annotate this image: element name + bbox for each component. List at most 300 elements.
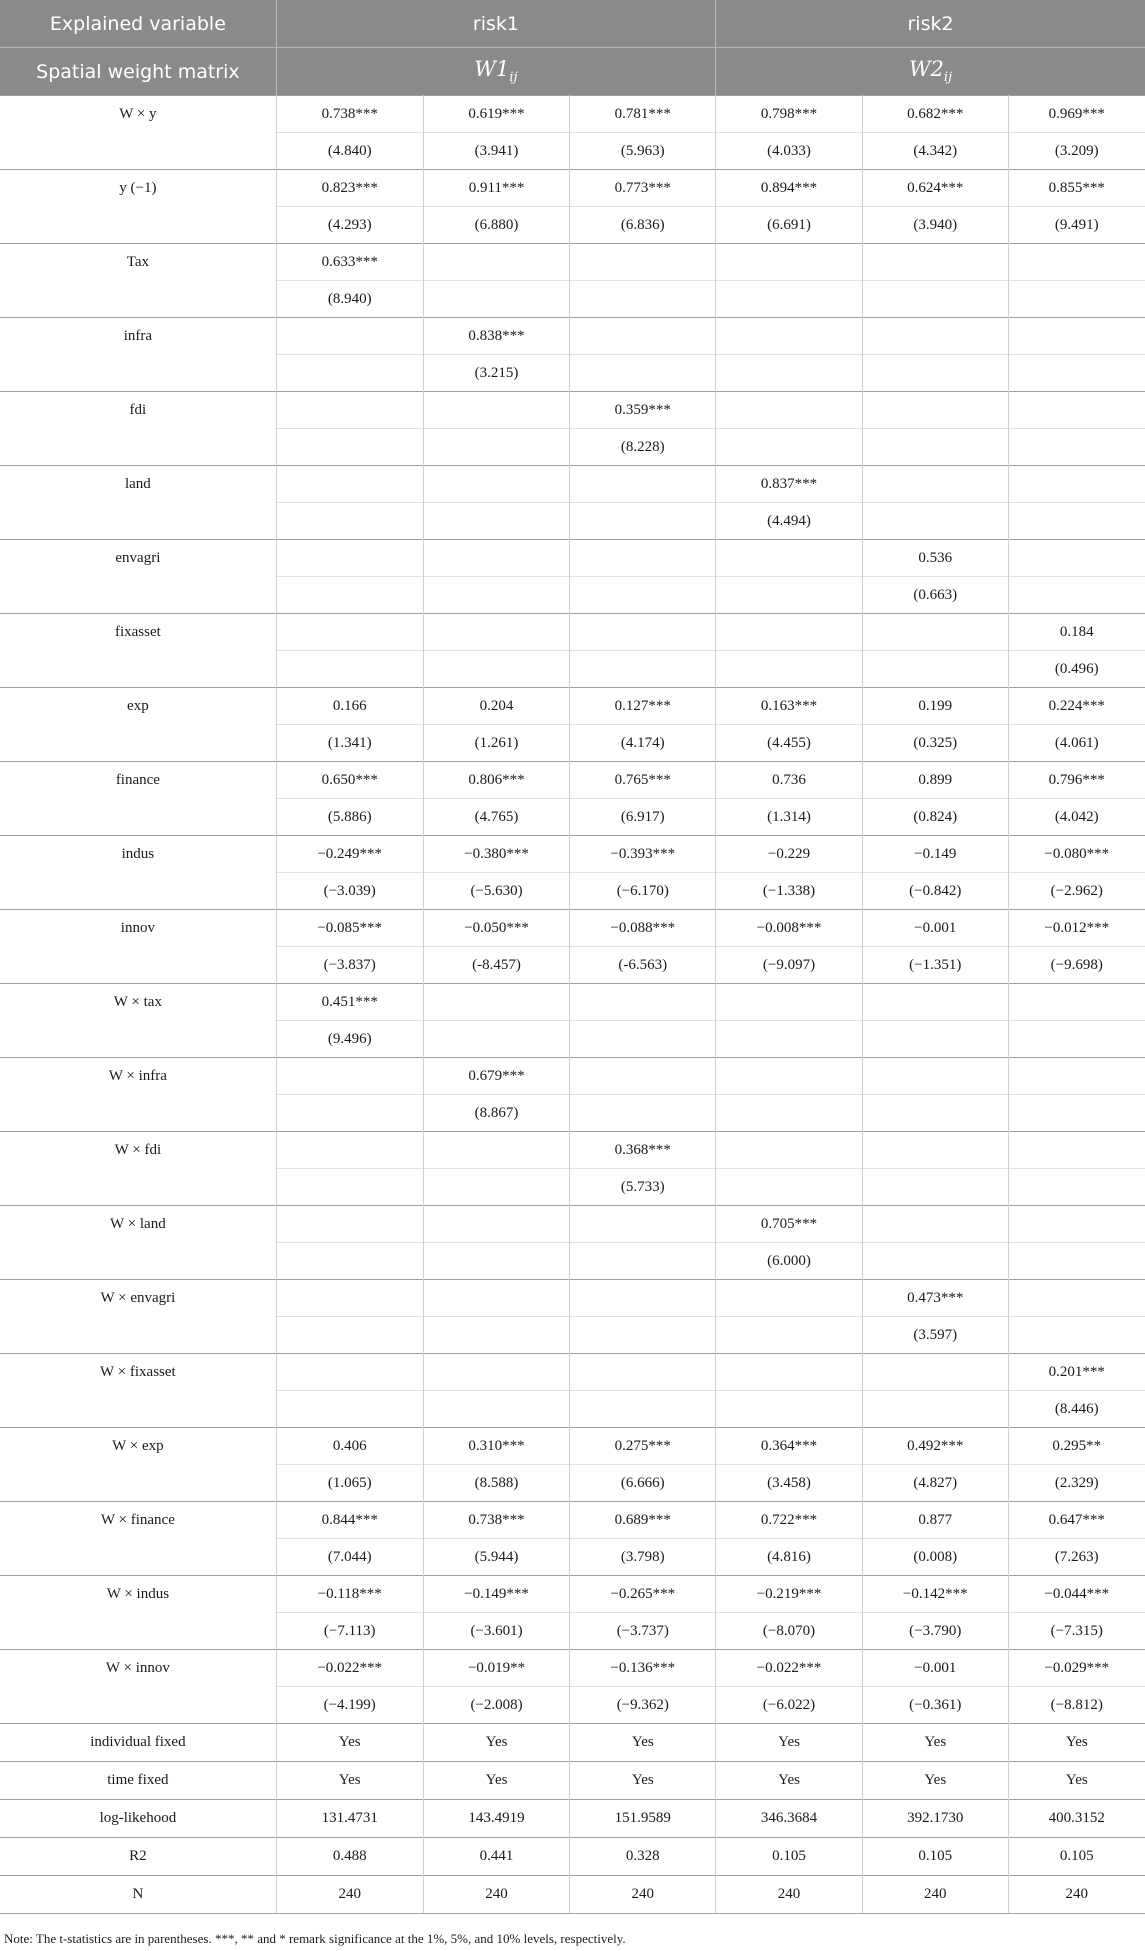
coefficient-cell xyxy=(423,1354,570,1391)
coefficient-cell xyxy=(716,1354,863,1391)
t-stat-cell xyxy=(276,1095,423,1132)
coefficient-cell: −0.001 xyxy=(862,910,1008,947)
coefficient-cell xyxy=(276,392,423,429)
coefficient-cell: 0.911*** xyxy=(423,170,570,207)
coefficient-cell: 0.899 xyxy=(862,762,1008,799)
value-cell: 143.4919 xyxy=(423,1800,570,1838)
table-row xyxy=(0,466,1145,503)
coefficient-cell: −0.142*** xyxy=(862,1576,1008,1613)
coefficient-cell xyxy=(862,1132,1008,1169)
coefficient-cell: 0.894*** xyxy=(716,170,863,207)
table-row xyxy=(0,1650,1145,1687)
coefficient-cell xyxy=(1008,1132,1145,1169)
t-stat-cell: (6.917) xyxy=(570,799,716,836)
coefficient-cell: −0.149 xyxy=(862,836,1008,873)
t-stat-cell xyxy=(570,503,716,540)
spatial-weight-matrix-label: Spatial weight matrix xyxy=(0,48,276,96)
t-stat-cell: (0.663) xyxy=(862,577,1008,614)
coefficient-cell: 0.738*** xyxy=(423,1502,570,1539)
coefficient-cell: 0.877 xyxy=(862,1502,1008,1539)
coefficient-cell xyxy=(423,392,570,429)
coefficient-cell: −0.118*** xyxy=(276,1576,423,1613)
coefficient-cell: −0.136*** xyxy=(570,1650,716,1687)
t-stat-cell xyxy=(423,1021,570,1058)
t-stat-cell: (4.174) xyxy=(570,725,716,762)
t-stat-cell: (8.867) xyxy=(423,1095,570,1132)
t-stat-cell: (4.816) xyxy=(716,1539,863,1576)
t-stat-cell: (4.840) xyxy=(276,133,423,170)
coefficient-cell xyxy=(276,614,423,651)
table-row xyxy=(0,1576,1145,1613)
value-cell: 240 xyxy=(862,1876,1008,1914)
t-stat-cell xyxy=(862,355,1008,392)
coefficient-cell: 0.359*** xyxy=(570,392,716,429)
row-label: y (−1) xyxy=(0,170,276,244)
coefficient-cell xyxy=(276,1132,423,1169)
table-row xyxy=(0,1280,1145,1317)
value-cell: 240 xyxy=(276,1876,423,1914)
t-stat-cell xyxy=(276,1169,423,1206)
t-stat-cell: (3.215) xyxy=(423,355,570,392)
t-stat-cell xyxy=(570,1243,716,1280)
coefficient-cell: −0.022*** xyxy=(276,1650,423,1687)
value-cell: 0.488 xyxy=(276,1838,423,1876)
t-stat-cell: (4.765) xyxy=(423,799,570,836)
row-label: W × envagri xyxy=(0,1280,276,1354)
coefficient-cell: −0.080*** xyxy=(1008,836,1145,873)
table-row xyxy=(0,1502,1145,1539)
table-row xyxy=(0,1354,1145,1391)
table-row xyxy=(0,614,1145,651)
t-stat-cell xyxy=(276,1391,423,1428)
table-row xyxy=(0,540,1145,577)
coefficient-cell xyxy=(1008,466,1145,503)
coefficient-cell xyxy=(716,1132,863,1169)
t-stat-cell: (3.941) xyxy=(423,133,570,170)
t-stat-cell xyxy=(423,1169,570,1206)
t-stat-cell xyxy=(716,1021,863,1058)
coefficient-cell: 0.806*** xyxy=(423,762,570,799)
row-label: exp xyxy=(0,688,276,762)
coefficient-cell xyxy=(276,466,423,503)
coefficient-cell xyxy=(1008,540,1145,577)
t-stat-cell xyxy=(570,1317,716,1354)
t-stat-cell xyxy=(423,1317,570,1354)
t-stat-cell xyxy=(716,355,863,392)
t-stat-cell xyxy=(570,577,716,614)
t-stat-cell xyxy=(276,1317,423,1354)
t-stat-cell xyxy=(862,651,1008,688)
t-stat-cell: (−6.170) xyxy=(570,873,716,910)
t-stat-cell: (−8.812) xyxy=(1008,1687,1145,1724)
coefficient-cell: 0.619*** xyxy=(423,96,570,133)
t-stat-cell xyxy=(1008,1169,1145,1206)
t-stat-cell xyxy=(1008,281,1145,318)
table-row xyxy=(0,836,1145,873)
t-stat-cell: (3.798) xyxy=(570,1539,716,1576)
t-stat-cell: (6.880) xyxy=(423,207,570,244)
coefficient-cell: 0.823*** xyxy=(276,170,423,207)
t-stat-cell: (-8.457) xyxy=(423,947,570,984)
t-stat-cell xyxy=(716,281,863,318)
value-cell: 392.1730 xyxy=(862,1800,1008,1838)
t-stat-cell: (9.491) xyxy=(1008,207,1145,244)
table-row xyxy=(0,1132,1145,1169)
t-stat-cell: (5.733) xyxy=(570,1169,716,1206)
coefficient-cell xyxy=(276,1058,423,1095)
t-stat-cell: (3.940) xyxy=(862,207,1008,244)
t-stat-cell: (3.209) xyxy=(1008,133,1145,170)
value-cell: 240 xyxy=(716,1876,863,1914)
t-stat-cell xyxy=(1008,577,1145,614)
row-label: envagri xyxy=(0,540,276,614)
coefficient-cell: −0.050*** xyxy=(423,910,570,947)
coefficient-cell xyxy=(716,540,863,577)
coefficient-cell: 0.705*** xyxy=(716,1206,863,1243)
t-stat-cell xyxy=(570,1021,716,1058)
row-label: fixasset xyxy=(0,614,276,688)
t-stat-cell: (4.827) xyxy=(862,1465,1008,1502)
table-body xyxy=(0,96,1145,1914)
t-stat-cell xyxy=(1008,1243,1145,1280)
t-stat-cell: (−7.315) xyxy=(1008,1613,1145,1650)
coefficient-cell xyxy=(1008,392,1145,429)
t-stat-cell xyxy=(1008,1021,1145,1058)
t-stat-cell: (0.325) xyxy=(862,725,1008,762)
t-stat-cell: (−2.008) xyxy=(423,1687,570,1724)
t-stat-cell xyxy=(423,281,570,318)
coefficient-cell xyxy=(1008,244,1145,281)
t-stat-cell: (0.008) xyxy=(862,1539,1008,1576)
t-stat-cell xyxy=(570,651,716,688)
coefficient-cell xyxy=(716,984,863,1021)
t-stat-cell: (6.666) xyxy=(570,1465,716,1502)
t-stat-cell xyxy=(276,651,423,688)
t-stat-cell xyxy=(862,281,1008,318)
row-label: W × finance xyxy=(0,1502,276,1576)
t-stat-cell xyxy=(570,1391,716,1428)
coefficient-cell xyxy=(716,614,863,651)
coefficient-cell: 0.368*** xyxy=(570,1132,716,1169)
value-cell: 0.328 xyxy=(570,1838,716,1876)
coefficient-cell: −0.044*** xyxy=(1008,1576,1145,1613)
value-cell: 0.105 xyxy=(862,1838,1008,1876)
coefficient-cell: 0.624*** xyxy=(862,170,1008,207)
row-label: W × innov xyxy=(0,1650,276,1724)
table-row xyxy=(0,688,1145,725)
t-stat-cell: (4.293) xyxy=(276,207,423,244)
coefficient-cell xyxy=(570,614,716,651)
table-row xyxy=(0,1206,1145,1243)
table-row xyxy=(0,96,1145,133)
coefficient-cell xyxy=(716,1058,863,1095)
coefficient-cell: 0.633*** xyxy=(276,244,423,281)
value-cell: Yes xyxy=(1008,1724,1145,1762)
coefficient-cell: 0.682*** xyxy=(862,96,1008,133)
coefficient-cell: −0.029*** xyxy=(1008,1650,1145,1687)
coefficient-cell: −0.019** xyxy=(423,1650,570,1687)
t-stat-cell: (−3.039) xyxy=(276,873,423,910)
coefficient-cell: 0.647*** xyxy=(1008,1502,1145,1539)
coefficient-cell xyxy=(423,244,570,281)
row-label: W × y xyxy=(0,96,276,170)
coefficient-cell: 0.536 xyxy=(862,540,1008,577)
value-cell: Yes xyxy=(570,1724,716,1762)
row-label: W × infra xyxy=(0,1058,276,1132)
t-stat-cell: (6.836) xyxy=(570,207,716,244)
t-stat-cell: (0.496) xyxy=(1008,651,1145,688)
t-stat-cell xyxy=(862,1391,1008,1428)
coefficient-cell: 0.837*** xyxy=(716,466,863,503)
table-row xyxy=(0,244,1145,281)
t-stat-cell: (3.458) xyxy=(716,1465,863,1502)
coefficient-cell: 0.224*** xyxy=(1008,688,1145,725)
t-stat-cell: (8.228) xyxy=(570,429,716,466)
row-label: W × indus xyxy=(0,1576,276,1650)
coefficient-cell: 0.406 xyxy=(276,1428,423,1465)
t-stat-cell: (4.455) xyxy=(716,725,863,762)
t-stat-cell: (−0.361) xyxy=(862,1687,1008,1724)
header-row-spatial-weight xyxy=(0,48,1145,96)
coefficient-cell xyxy=(276,540,423,577)
value-cell: Yes xyxy=(276,1762,423,1800)
table-row xyxy=(0,1876,1145,1914)
t-stat-cell xyxy=(716,1169,863,1206)
value-cell: Yes xyxy=(276,1724,423,1762)
table-row xyxy=(0,392,1145,429)
t-stat-cell: (−6.022) xyxy=(716,1687,863,1724)
coefficient-cell xyxy=(570,1058,716,1095)
table-row xyxy=(0,1838,1145,1876)
t-stat-cell: (−7.113) xyxy=(276,1613,423,1650)
row-label: R2 xyxy=(0,1838,276,1876)
coefficient-cell: −0.149*** xyxy=(423,1576,570,1613)
t-stat-cell xyxy=(423,1243,570,1280)
coefficient-cell: 0.166 xyxy=(276,688,423,725)
coefficient-cell: 0.689*** xyxy=(570,1502,716,1539)
coefficient-cell xyxy=(423,1280,570,1317)
value-cell: 0.441 xyxy=(423,1838,570,1876)
row-label: N xyxy=(0,1876,276,1914)
table-row xyxy=(0,1762,1145,1800)
coefficient-cell: 0.679*** xyxy=(423,1058,570,1095)
coefficient-cell: −0.393*** xyxy=(570,836,716,873)
coefficient-cell xyxy=(570,540,716,577)
coefficient-cell xyxy=(570,984,716,1021)
t-stat-cell xyxy=(862,1021,1008,1058)
t-stat-cell: (5.963) xyxy=(570,133,716,170)
value-cell: 400.3152 xyxy=(1008,1800,1145,1838)
table-row xyxy=(0,1058,1145,1095)
t-stat-cell xyxy=(1008,1317,1145,1354)
value-cell: 0.105 xyxy=(1008,1838,1145,1876)
coefficient-cell: 0.798*** xyxy=(716,96,863,133)
t-stat-cell: (−9.362) xyxy=(570,1687,716,1724)
coefficient-cell: 0.844*** xyxy=(276,1502,423,1539)
t-stat-cell: (1.261) xyxy=(423,725,570,762)
t-stat-cell: (−3.601) xyxy=(423,1613,570,1650)
value-cell: 346.3684 xyxy=(716,1800,863,1838)
t-stat-cell: (−9.698) xyxy=(1008,947,1145,984)
coefficient-cell xyxy=(1008,1058,1145,1095)
coefficient-cell: 0.781*** xyxy=(570,96,716,133)
coefficient-cell xyxy=(716,318,863,355)
t-stat-cell: (8.940) xyxy=(276,281,423,318)
t-stat-cell: (4.494) xyxy=(716,503,863,540)
table-row xyxy=(0,1724,1145,1762)
coefficient-cell xyxy=(1008,1280,1145,1317)
coefficient-cell: 0.184 xyxy=(1008,614,1145,651)
coefficient-cell: 0.855*** xyxy=(1008,170,1145,207)
table-row xyxy=(0,1428,1145,1465)
t-stat-cell: (8.446) xyxy=(1008,1391,1145,1428)
coefficient-cell xyxy=(276,1206,423,1243)
coefficient-cell xyxy=(570,466,716,503)
coefficient-cell: 0.204 xyxy=(423,688,570,725)
coefficient-cell xyxy=(570,1354,716,1391)
t-stat-cell xyxy=(570,281,716,318)
table-row xyxy=(0,984,1145,1021)
risk1-header: risk1 xyxy=(276,0,715,48)
t-stat-cell xyxy=(1008,429,1145,466)
coefficient-cell: −0.088*** xyxy=(570,910,716,947)
t-stat-cell xyxy=(423,651,570,688)
coefficient-cell xyxy=(1008,1206,1145,1243)
coefficient-cell xyxy=(1008,984,1145,1021)
coefficient-cell xyxy=(716,1280,863,1317)
value-cell: Yes xyxy=(716,1724,863,1762)
coefficient-cell: −0.022*** xyxy=(716,1650,863,1687)
row-label: W × land xyxy=(0,1206,276,1280)
coefficient-cell: 0.492*** xyxy=(862,1428,1008,1465)
coefficient-cell: −0.012*** xyxy=(1008,910,1145,947)
t-stat-cell: (6.000) xyxy=(716,1243,863,1280)
coefficient-cell xyxy=(1008,318,1145,355)
table-row xyxy=(0,1800,1145,1838)
t-stat-cell xyxy=(276,503,423,540)
coefficient-cell: 0.201*** xyxy=(1008,1354,1145,1391)
t-stat-cell: (−1.351) xyxy=(862,947,1008,984)
t-stat-cell xyxy=(1008,355,1145,392)
coefficient-cell: 0.838*** xyxy=(423,318,570,355)
coefficient-cell: 0.364*** xyxy=(716,1428,863,1465)
coefficient-cell: 0.199 xyxy=(862,688,1008,725)
t-stat-cell xyxy=(716,429,863,466)
t-stat-cell xyxy=(862,1169,1008,1206)
table-row xyxy=(0,762,1145,799)
t-stat-cell xyxy=(862,1243,1008,1280)
coefficient-cell: 0.295** xyxy=(1008,1428,1145,1465)
t-stat-cell xyxy=(423,1391,570,1428)
t-stat-cell: (−1.338) xyxy=(716,873,863,910)
coefficient-cell: −0.085*** xyxy=(276,910,423,947)
t-stat-cell xyxy=(423,503,570,540)
w2-matrix-header: $W2_{ij}$ xyxy=(716,48,1145,96)
t-stat-cell xyxy=(570,355,716,392)
t-stat-cell: (2.329) xyxy=(1008,1465,1145,1502)
t-stat-cell xyxy=(862,503,1008,540)
t-stat-cell xyxy=(716,1391,863,1428)
t-stat-cell: (9.496) xyxy=(276,1021,423,1058)
coefficient-cell: 0.275*** xyxy=(570,1428,716,1465)
t-stat-cell: (3.597) xyxy=(862,1317,1008,1354)
value-cell: Yes xyxy=(862,1724,1008,1762)
t-stat-cell: (−5.630) xyxy=(423,873,570,910)
value-cell: Yes xyxy=(1008,1762,1145,1800)
t-stat-cell xyxy=(716,651,863,688)
t-stat-cell: (8.588) xyxy=(423,1465,570,1502)
t-stat-cell: (6.691) xyxy=(716,207,863,244)
row-label: time fixed xyxy=(0,1762,276,1800)
row-label: fdi xyxy=(0,392,276,466)
coefficient-cell: −0.265*** xyxy=(570,1576,716,1613)
t-stat-cell: (4.042) xyxy=(1008,799,1145,836)
t-stat-cell: (−9.097) xyxy=(716,947,863,984)
value-cell: 240 xyxy=(1008,1876,1145,1914)
t-stat-cell: (−2.962) xyxy=(1008,873,1145,910)
value-cell: 240 xyxy=(423,1876,570,1914)
coefficient-cell: 0.773*** xyxy=(570,170,716,207)
t-stat-cell: (5.944) xyxy=(423,1539,570,1576)
t-stat-cell xyxy=(862,1095,1008,1132)
t-stat-cell: (−0.842) xyxy=(862,873,1008,910)
coefficient-cell: 0.722*** xyxy=(716,1502,863,1539)
coefficient-cell xyxy=(423,1132,570,1169)
t-stat-cell xyxy=(423,577,570,614)
coefficient-cell xyxy=(570,244,716,281)
t-stat-cell: (7.044) xyxy=(276,1539,423,1576)
t-stat-cell: (7.263) xyxy=(1008,1539,1145,1576)
row-label: W × fdi xyxy=(0,1132,276,1206)
t-stat-cell: (−3.790) xyxy=(862,1613,1008,1650)
t-stat-cell: (−4.199) xyxy=(276,1687,423,1724)
t-stat-cell: (−8.070) xyxy=(716,1613,863,1650)
t-stat-cell xyxy=(570,1095,716,1132)
coefficient-cell: −0.008*** xyxy=(716,910,863,947)
t-stat-cell xyxy=(276,429,423,466)
value-cell: 240 xyxy=(570,1876,716,1914)
coefficient-cell: 0.473*** xyxy=(862,1280,1008,1317)
coefficient-cell xyxy=(862,1058,1008,1095)
coefficient-cell xyxy=(423,1206,570,1243)
coefficient-cell: 0.969*** xyxy=(1008,96,1145,133)
coefficient-cell: 0.736 xyxy=(716,762,863,799)
value-cell: Yes xyxy=(862,1762,1008,1800)
t-stat-cell xyxy=(1008,1095,1145,1132)
coefficient-cell xyxy=(862,318,1008,355)
row-label: innov xyxy=(0,910,276,984)
coefficient-cell: 0.765*** xyxy=(570,762,716,799)
coefficient-cell: −0.001 xyxy=(862,1650,1008,1687)
t-stat-cell: (4.342) xyxy=(862,133,1008,170)
coefficient-cell: −0.229 xyxy=(716,836,863,873)
t-stat-cell: (1.065) xyxy=(276,1465,423,1502)
risk2-header: risk2 xyxy=(716,0,1145,48)
table-row xyxy=(0,910,1145,947)
coefficient-cell xyxy=(423,984,570,1021)
t-stat-cell xyxy=(276,355,423,392)
coefficient-cell xyxy=(276,1280,423,1317)
coefficient-cell: −0.380*** xyxy=(423,836,570,873)
t-stat-cell: (4.033) xyxy=(716,133,863,170)
value-cell: Yes xyxy=(423,1762,570,1800)
explained-variable-label: Explained variable xyxy=(0,0,276,48)
t-stat-cell: (4.061) xyxy=(1008,725,1145,762)
t-stat-cell xyxy=(423,429,570,466)
coefficient-cell xyxy=(716,244,863,281)
coefficient-cell xyxy=(276,1354,423,1391)
t-stat-cell: (0.824) xyxy=(862,799,1008,836)
